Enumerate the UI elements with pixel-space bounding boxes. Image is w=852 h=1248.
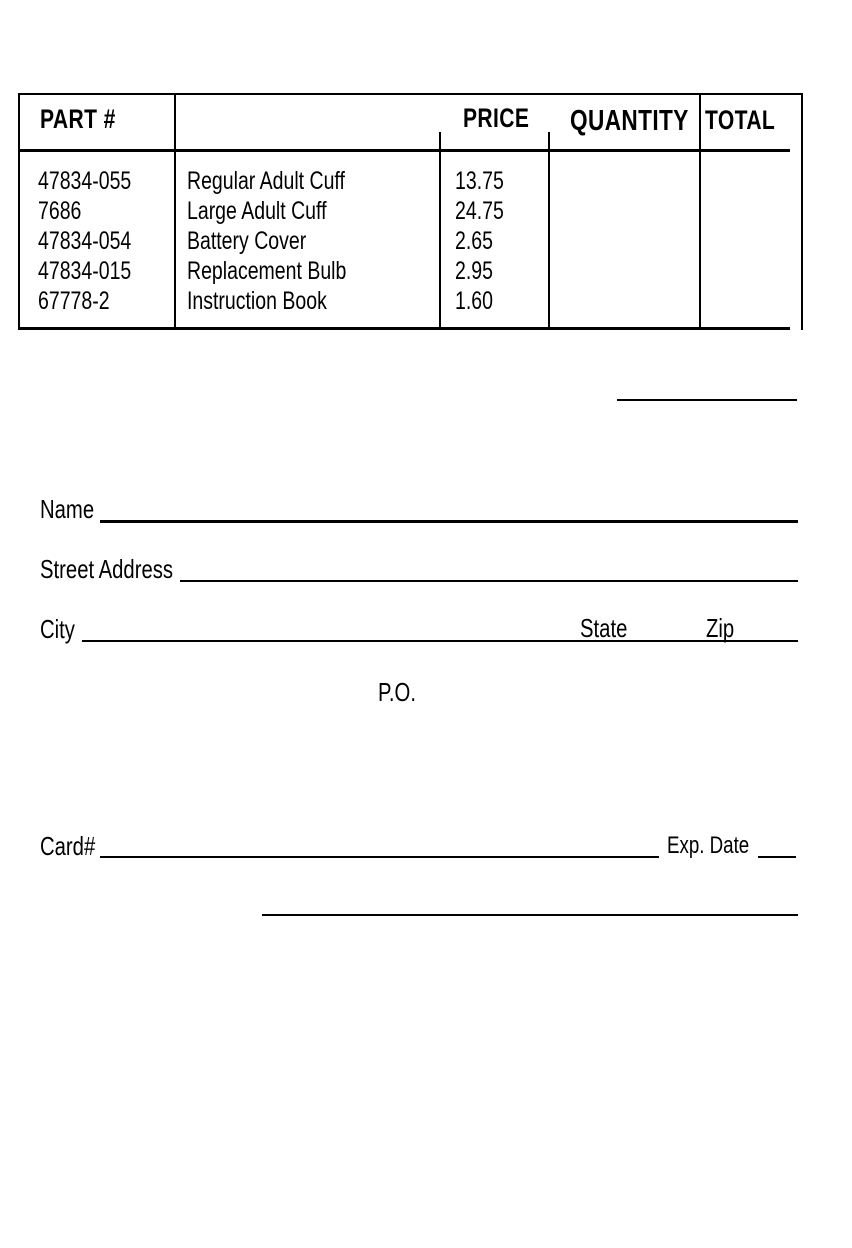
part-number-5: 67778-2 [38, 287, 110, 315]
signature-line[interactable] [262, 914, 798, 916]
street-address-field-line[interactable] [180, 580, 798, 582]
header-price: PRICE [463, 103, 530, 133]
price-column [455, 166, 518, 316]
table-divider-price [548, 132, 550, 330]
table-border-right [801, 93, 803, 330]
city-label: City [40, 614, 75, 644]
street-address-label: Street Address [40, 554, 174, 584]
quantity-input-area[interactable] [552, 152, 697, 326]
description-1: Regular Adult Cuff [187, 167, 345, 195]
table-bottom-border [20, 327, 790, 330]
price-2: 24.75 [455, 197, 504, 225]
header-quantity: QUANTITY [570, 105, 689, 137]
part-number-column [38, 166, 158, 316]
table-divider-part [174, 95, 176, 330]
card-number-field-line[interactable] [100, 856, 659, 858]
price-4: 2.95 [455, 257, 493, 285]
table-top-border [18, 93, 803, 95]
table-border-left [18, 93, 20, 330]
description-5: Instruction Book [187, 287, 327, 315]
po-label: P.O. [378, 677, 416, 707]
description-4: Replacement Bulb [187, 257, 347, 285]
part-number-2: 7686 [38, 197, 82, 225]
price-3: 2.65 [455, 227, 493, 255]
part-number-1: 47834-055 [38, 167, 132, 195]
header-total: TOTAL [705, 105, 776, 135]
exp-date-label: Exp. Date [667, 832, 750, 859]
table-divider-desc [439, 132, 441, 330]
exp-date-field-line[interactable] [758, 856, 796, 858]
subtotal-line[interactable] [617, 399, 797, 401]
zip-label: Zip [706, 613, 735, 643]
name-field-line[interactable] [100, 520, 798, 523]
price-5: 1.60 [455, 287, 493, 315]
price-1: 13.75 [455, 167, 504, 195]
name-label: Name [40, 494, 95, 524]
header-part: PART # [40, 104, 116, 134]
card-number-label: Card# [40, 831, 96, 861]
description-column [187, 166, 391, 316]
total-input-area[interactable] [703, 152, 799, 326]
part-number-3: 47834-054 [38, 227, 132, 255]
city-field-line[interactable] [82, 640, 798, 642]
part-number-4: 47834-015 [38, 257, 132, 285]
state-label: State [580, 613, 628, 643]
description-2: Large Adult Cuff [187, 197, 327, 225]
description-3: Battery Cover [187, 227, 307, 255]
